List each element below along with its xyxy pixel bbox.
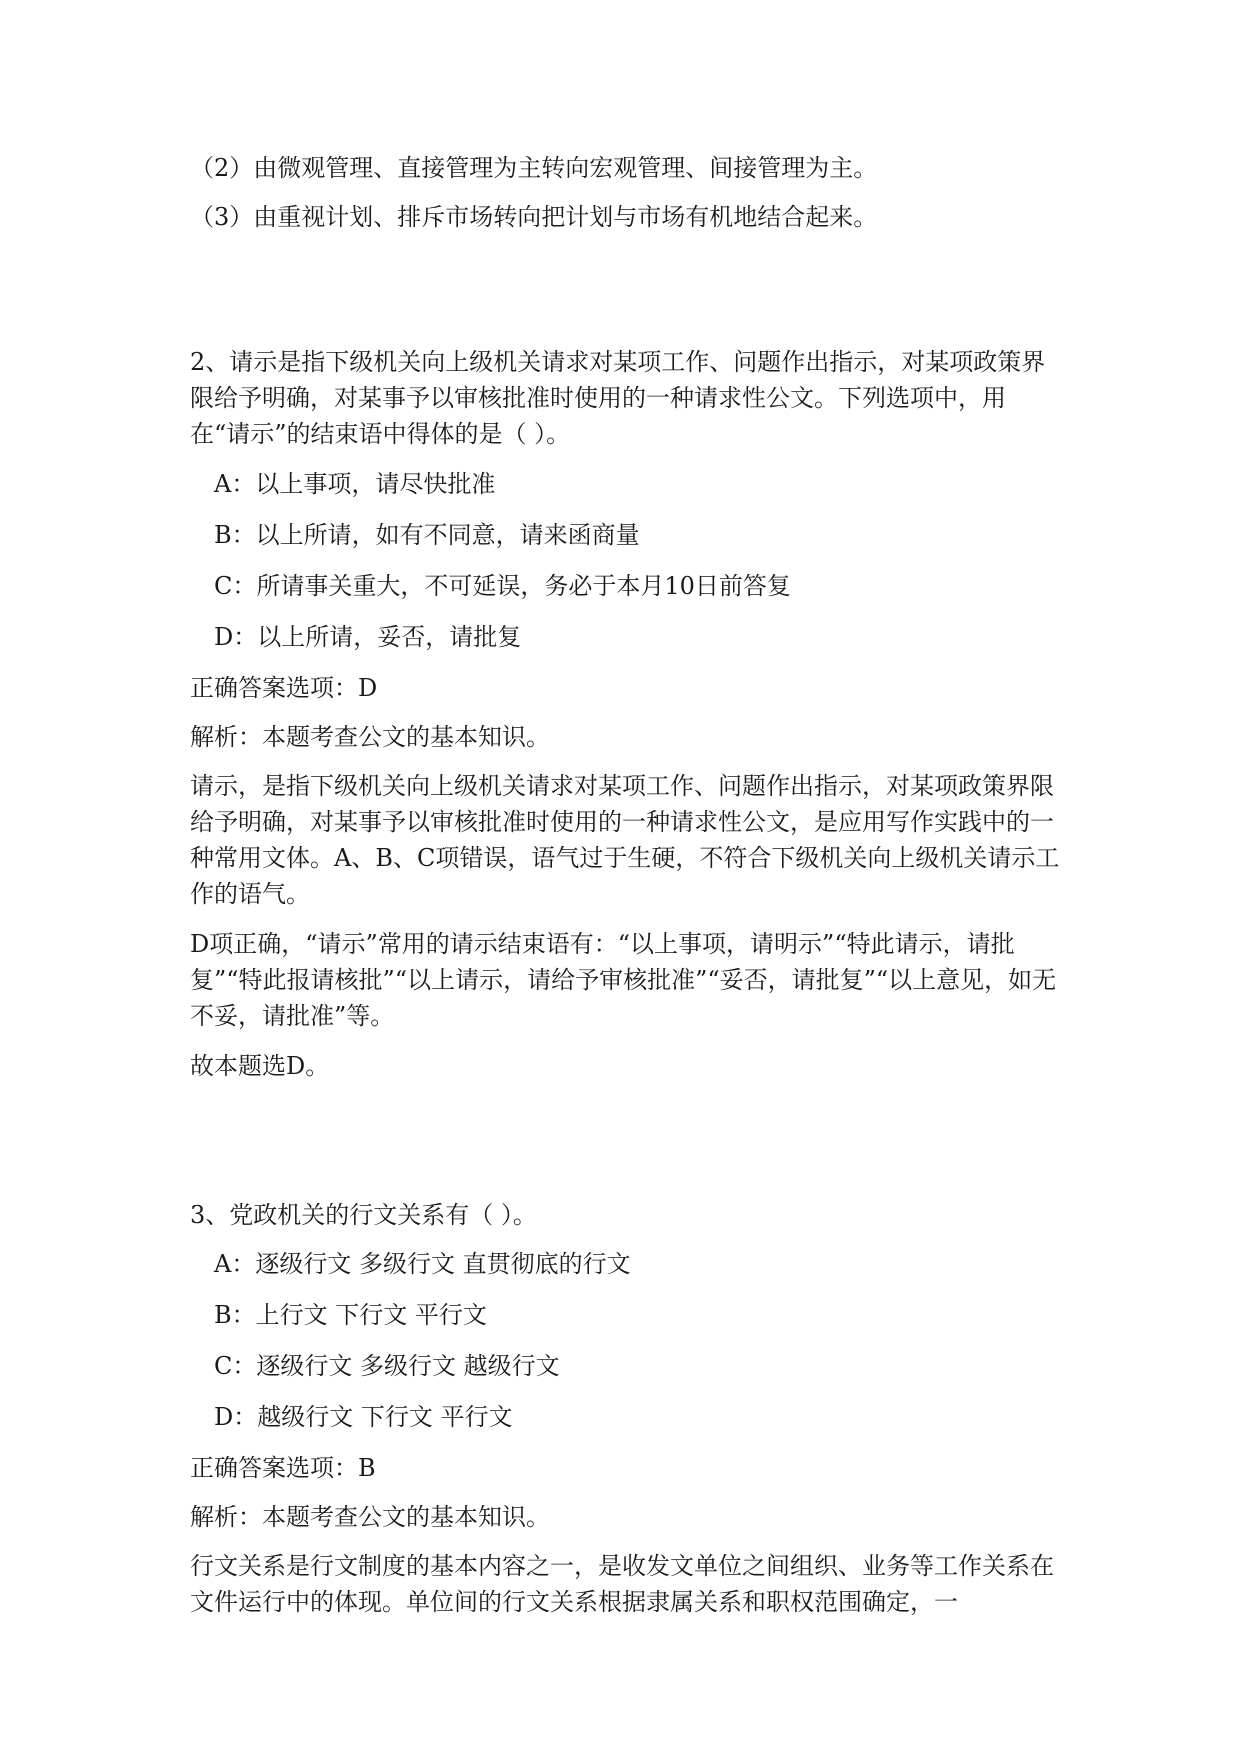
section-gap — [190, 248, 1060, 344]
question-2-conclusion: 故本题选D。 — [190, 1052, 330, 1080]
question-3-answer: 正确答案选项：B — [190, 1454, 376, 1482]
document-page — [190, 150, 1060, 1634]
question-2-option-b: B：以上所请，如有不同意，请来函商量 — [214, 521, 640, 549]
question-3-analysis-paragraph-1: 行文关系是行文制度的基本内容之一，是收发文单位之间组织、业务等工作关系在文件运行中的体现。单位间的行文关系根据隶属关系和职权范围确定，一 — [190, 1552, 1054, 1616]
question-2-text: 2、请示是指下级机关向上级机关请求对某项工作、问题作出指示，对某项政策界限给予明确，对某事予以审核批准时使用的一种请求性公文。下列选项中，用在“请示”的结束语中得体的是（ ）。 — [190, 348, 1046, 448]
question-2-option-d: D：以上所请，妥否，请批复 — [214, 623, 522, 651]
question-2-option-c: C：所请事关重大，不可延误，务必于本月10日前答复 — [214, 572, 791, 600]
question-2-option-a: A：以上事项，请尽快批准 — [214, 470, 496, 498]
question-2-analysis-title: 解析：本题考查公文的基本知识。 — [190, 723, 550, 751]
question-2 — [190, 344, 1060, 1084]
question-3-option-b: B：上行文 下行文 平行文 — [214, 1301, 487, 1329]
question-2-analysis-paragraph-2: D项正确，“请示”常用的请示结束语有：“以上事项，请明示”“特此请示，请批复”“特此报请核批”“以上请示，请给予审核批准”“妥否，请批复”“以上意见，如无不妥，请批准”等。 — [190, 930, 1057, 1030]
intro-line-2: （2）由微观管理、直接管理为主转向宏观管理、间接管理为主。 — [190, 154, 878, 182]
question-2-analysis-paragraph-1: 请示，是指下级机关向上级机关请求对某项工作、问题作出指示，对某项政策界限给予明确，对某事予以审核批准时使用的一种请求性公文，是应用写作实践中的一种常用文体。A、B、C项错误，语气过于生硬，不符合下级机关向上级机关请示工作的语气。 — [190, 772, 1060, 908]
intro-line-3: （3）由重视计划、排斥市场转向把计划与市场有机地结合起来。 — [190, 203, 878, 231]
section-gap — [190, 1097, 1060, 1197]
question-3-option-d: D：越级行文 下行文 平行文 — [214, 1403, 513, 1431]
question-3-option-a: A：逐级行文 多级行文 直贯彻底的行文 — [214, 1250, 631, 1278]
question-3-analysis-title: 解析：本题考查公文的基本知识。 — [190, 1503, 550, 1531]
question-3-option-c: C：逐级行文 多级行文 越级行文 — [214, 1352, 560, 1380]
question-3 — [190, 1197, 1060, 1620]
question-3-text: 3、党政机关的行文关系有（ ）。 — [190, 1201, 537, 1229]
question-2-answer: 正确答案选项：D — [190, 674, 378, 702]
